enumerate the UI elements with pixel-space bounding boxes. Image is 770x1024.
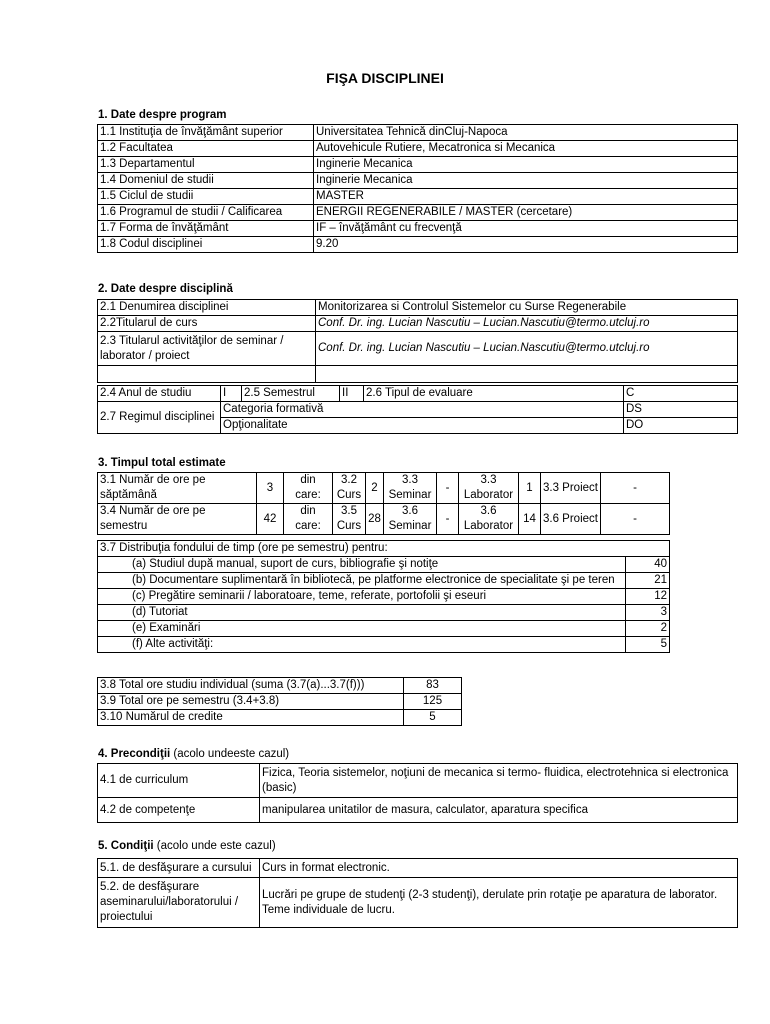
table-row [98, 859, 738, 878]
seminar-holder-label: 2.3 Titularul activităţilor de seminar / laborator / proiect [98, 332, 316, 366]
curriculum-label: 4.1 de curriculum [98, 764, 260, 798]
table-row [98, 504, 670, 535]
total-value: 5 [404, 710, 462, 726]
section-1-heading: 1. Date despre program [98, 109, 227, 121]
row-label: 1.8 Codul disciplinei [98, 237, 314, 253]
semester-value: II [340, 386, 364, 402]
conditions-table [97, 858, 738, 928]
year-value: I [221, 386, 242, 402]
course-value: 28 [366, 504, 384, 535]
din-care-label: din care: [284, 473, 333, 504]
semester-hours-label: 3.4 Număr de ore pe semestru [98, 504, 257, 535]
discipline-name-label: 2.1 Denumirea disciplinei [98, 300, 316, 316]
row-value: IF – învăţământ cu frecvenţă [314, 221, 738, 237]
weekly-hours-total: 3 [257, 473, 284, 504]
distribution-item-value: 12 [626, 589, 670, 605]
laboratory-label: 3.3 Laborator [459, 473, 519, 504]
table-row [98, 710, 462, 726]
table-row [98, 764, 738, 798]
table-row [98, 637, 670, 653]
time-totals-table [97, 677, 462, 726]
table-row [98, 125, 738, 141]
table-row [98, 221, 738, 237]
table-row [98, 189, 738, 205]
section-5-heading: 5. Condiţii (acolo unde este cazul) [98, 840, 276, 852]
time-hours-table [97, 472, 670, 535]
table-row [98, 237, 738, 253]
table-row [98, 557, 670, 573]
course-holder-label: 2.2Titularul de curs [98, 316, 316, 332]
seminar-value: - [437, 473, 459, 504]
table-row [98, 678, 462, 694]
evaluation-value: C [624, 386, 738, 402]
distribution-heading: 3.7 Distribuţia fondului de timp (ore pe semestru) pentru: [98, 541, 670, 557]
seminar-label: 3.6 Seminar [384, 504, 437, 535]
table-row [98, 605, 670, 621]
table-row [98, 878, 738, 928]
weekly-hours-label: 3.1 Număr de ore pe săptămână [98, 473, 257, 504]
table-row [98, 141, 738, 157]
distribution-item-label: (a) Studiul după manual, suport de curs, bibliografie şi notiţe [98, 557, 626, 573]
table-row [98, 798, 738, 823]
distribution-item-label: (e) Examinări [98, 621, 626, 637]
table-row [98, 386, 738, 402]
optionality-label: Opţionalitate [221, 418, 624, 434]
table-row [98, 541, 670, 557]
semester-hours-total: 42 [257, 504, 284, 535]
distribution-item-value: 21 [626, 573, 670, 589]
row-value: MASTER [314, 189, 738, 205]
semester-label: 2.5 Semestrul [242, 386, 340, 402]
total-value: 83 [404, 678, 462, 694]
seminar-value: - [437, 504, 459, 535]
table-row [98, 173, 738, 189]
course-holder-value: Conf. Dr. ing. Lucian Nascutiu – Lucian.Nascutiu@termo.utcluj.ro [316, 316, 738, 332]
project-value: - [601, 504, 670, 535]
competences-value: manipularea unitatilor de masura, calculator, aparatura specifica [260, 798, 738, 823]
table-row [98, 473, 670, 504]
empty-cell [98, 366, 316, 383]
table-row [98, 316, 738, 332]
row-value: Universitatea Tehnică dinCluj-Napoca [314, 125, 738, 141]
section-3-heading: 3. Timpul total estimate [98, 457, 226, 469]
distribution-item-value: 3 [626, 605, 670, 621]
row-label: 1.5 Ciclul de studii [98, 189, 314, 205]
curriculum-value: Fizica, Teoria sistemelor, noţiuni de mecanica si termo- fluidica, electrotehnica si electronica (basic) [260, 764, 738, 798]
distribution-item-label: (b) Documentare suplimentară în bibliotecă, pe platforme electronice de specialitate şi pe teren [98, 573, 626, 589]
table-row [98, 205, 738, 221]
row-label: 1.4 Domeniul de studii [98, 173, 314, 189]
discipline-name-value: Monitorizarea si Controlul Sistemelor cu Surse Regenerabile [316, 300, 738, 316]
discipline-table [97, 299, 738, 383]
regime-label: 2.7 Regimul disciplinei [98, 402, 221, 434]
competences-label: 4.2 de competenţe [98, 798, 260, 823]
total-label: 3.8 Total ore studiu individual (suma (3.7(a)...3.7(f))) [98, 678, 404, 694]
row-value: 9.20 [314, 237, 738, 253]
row-label: 1.3 Departamentul [98, 157, 314, 173]
total-label: 3.10 Numărul de credite [98, 710, 404, 726]
program-table [97, 124, 738, 253]
evaluation-label: 2.6 Tipul de evaluare [364, 386, 624, 402]
formative-category-value: DS [624, 402, 738, 418]
course-label: 3.2 Curs [333, 473, 366, 504]
formative-category-label: Categoria formativă [221, 402, 624, 418]
table-row [98, 621, 670, 637]
table-row [98, 402, 738, 418]
year-label: 2.4 Anul de studiu [98, 386, 221, 402]
time-distribution-table [97, 540, 670, 653]
total-value: 125 [404, 694, 462, 710]
table-row [98, 157, 738, 173]
section-2-heading: 2. Date despre disciplină [98, 283, 233, 295]
empty-cell [316, 366, 738, 383]
din-care-label: din care: [284, 504, 333, 535]
row-value: Inginerie Mecanica [314, 157, 738, 173]
project-label: 3.6 Proiect [541, 504, 601, 535]
project-value: - [601, 473, 670, 504]
preconditions-table [97, 763, 738, 823]
optionality-value: DO [624, 418, 738, 434]
table-row [98, 589, 670, 605]
document-title: FIŞA DISCIPLINEI [326, 70, 444, 86]
row-label: 1.7 Forma de învăţământ [98, 221, 314, 237]
distribution-item-label: (d) Tutoriat [98, 605, 626, 621]
distribution-item-label: (f) Alte activităţi: [98, 637, 626, 653]
table-row [98, 694, 462, 710]
project-label: 3.3 Proiect [541, 473, 601, 504]
row-value: Autovehicule Rutiere, Mecatronica si Mecanica [314, 141, 738, 157]
total-label: 3.9 Total ore pe semestru (3.4+3.8) [98, 694, 404, 710]
distribution-item-value: 5 [626, 637, 670, 653]
distribution-item-value: 40 [626, 557, 670, 573]
table-row [98, 366, 738, 383]
table-row [98, 332, 738, 366]
lab-conditions-value: Lucrări pe grupe de studenţi (2-3 studenţi), derulate prin rotaţie pe aparatura de laborator. Teme individuale de lucru. [260, 878, 738, 928]
laboratory-value: 14 [519, 504, 541, 535]
laboratory-label: 3.6 Laborator [459, 504, 519, 535]
row-label: 1.6 Programul de studii / Calificarea [98, 205, 314, 221]
lab-conditions-label: 5.2. de desfăşurare aseminarului/laboratorului / proiectului [98, 878, 260, 928]
row-label: 1.1 Instituţia de învăţământ superior [98, 125, 314, 141]
laboratory-value: 1 [519, 473, 541, 504]
section-4-heading: 4. Precondiţii (acolo undeeste cazul) [98, 748, 290, 760]
distribution-item-label: (c) Pregătire seminarii / laboratoare, teme, referate, portofolii şi eseuri [98, 589, 626, 605]
row-value: ENERGII REGENERABILE / MASTER (cercetare) [314, 205, 738, 221]
course-conditions-value: Curs in format electronic. [260, 859, 738, 878]
seminar-holder-value: Conf. Dr. ing. Lucian Nascutiu – Lucian.Nascutiu@termo.utcluj.ro [316, 332, 738, 366]
table-row [98, 573, 670, 589]
table-row [98, 300, 738, 316]
course-label: 3.5 Curs [333, 504, 366, 535]
course-conditions-label: 5.1. de desfăşurare a cursului [98, 859, 260, 878]
discipline-regime-table [97, 385, 738, 434]
row-label: 1.2 Facultatea [98, 141, 314, 157]
seminar-label: 3.3 Seminar [384, 473, 437, 504]
course-value: 2 [366, 473, 384, 504]
row-value: Inginerie Mecanica [314, 173, 738, 189]
distribution-item-value: 2 [626, 621, 670, 637]
